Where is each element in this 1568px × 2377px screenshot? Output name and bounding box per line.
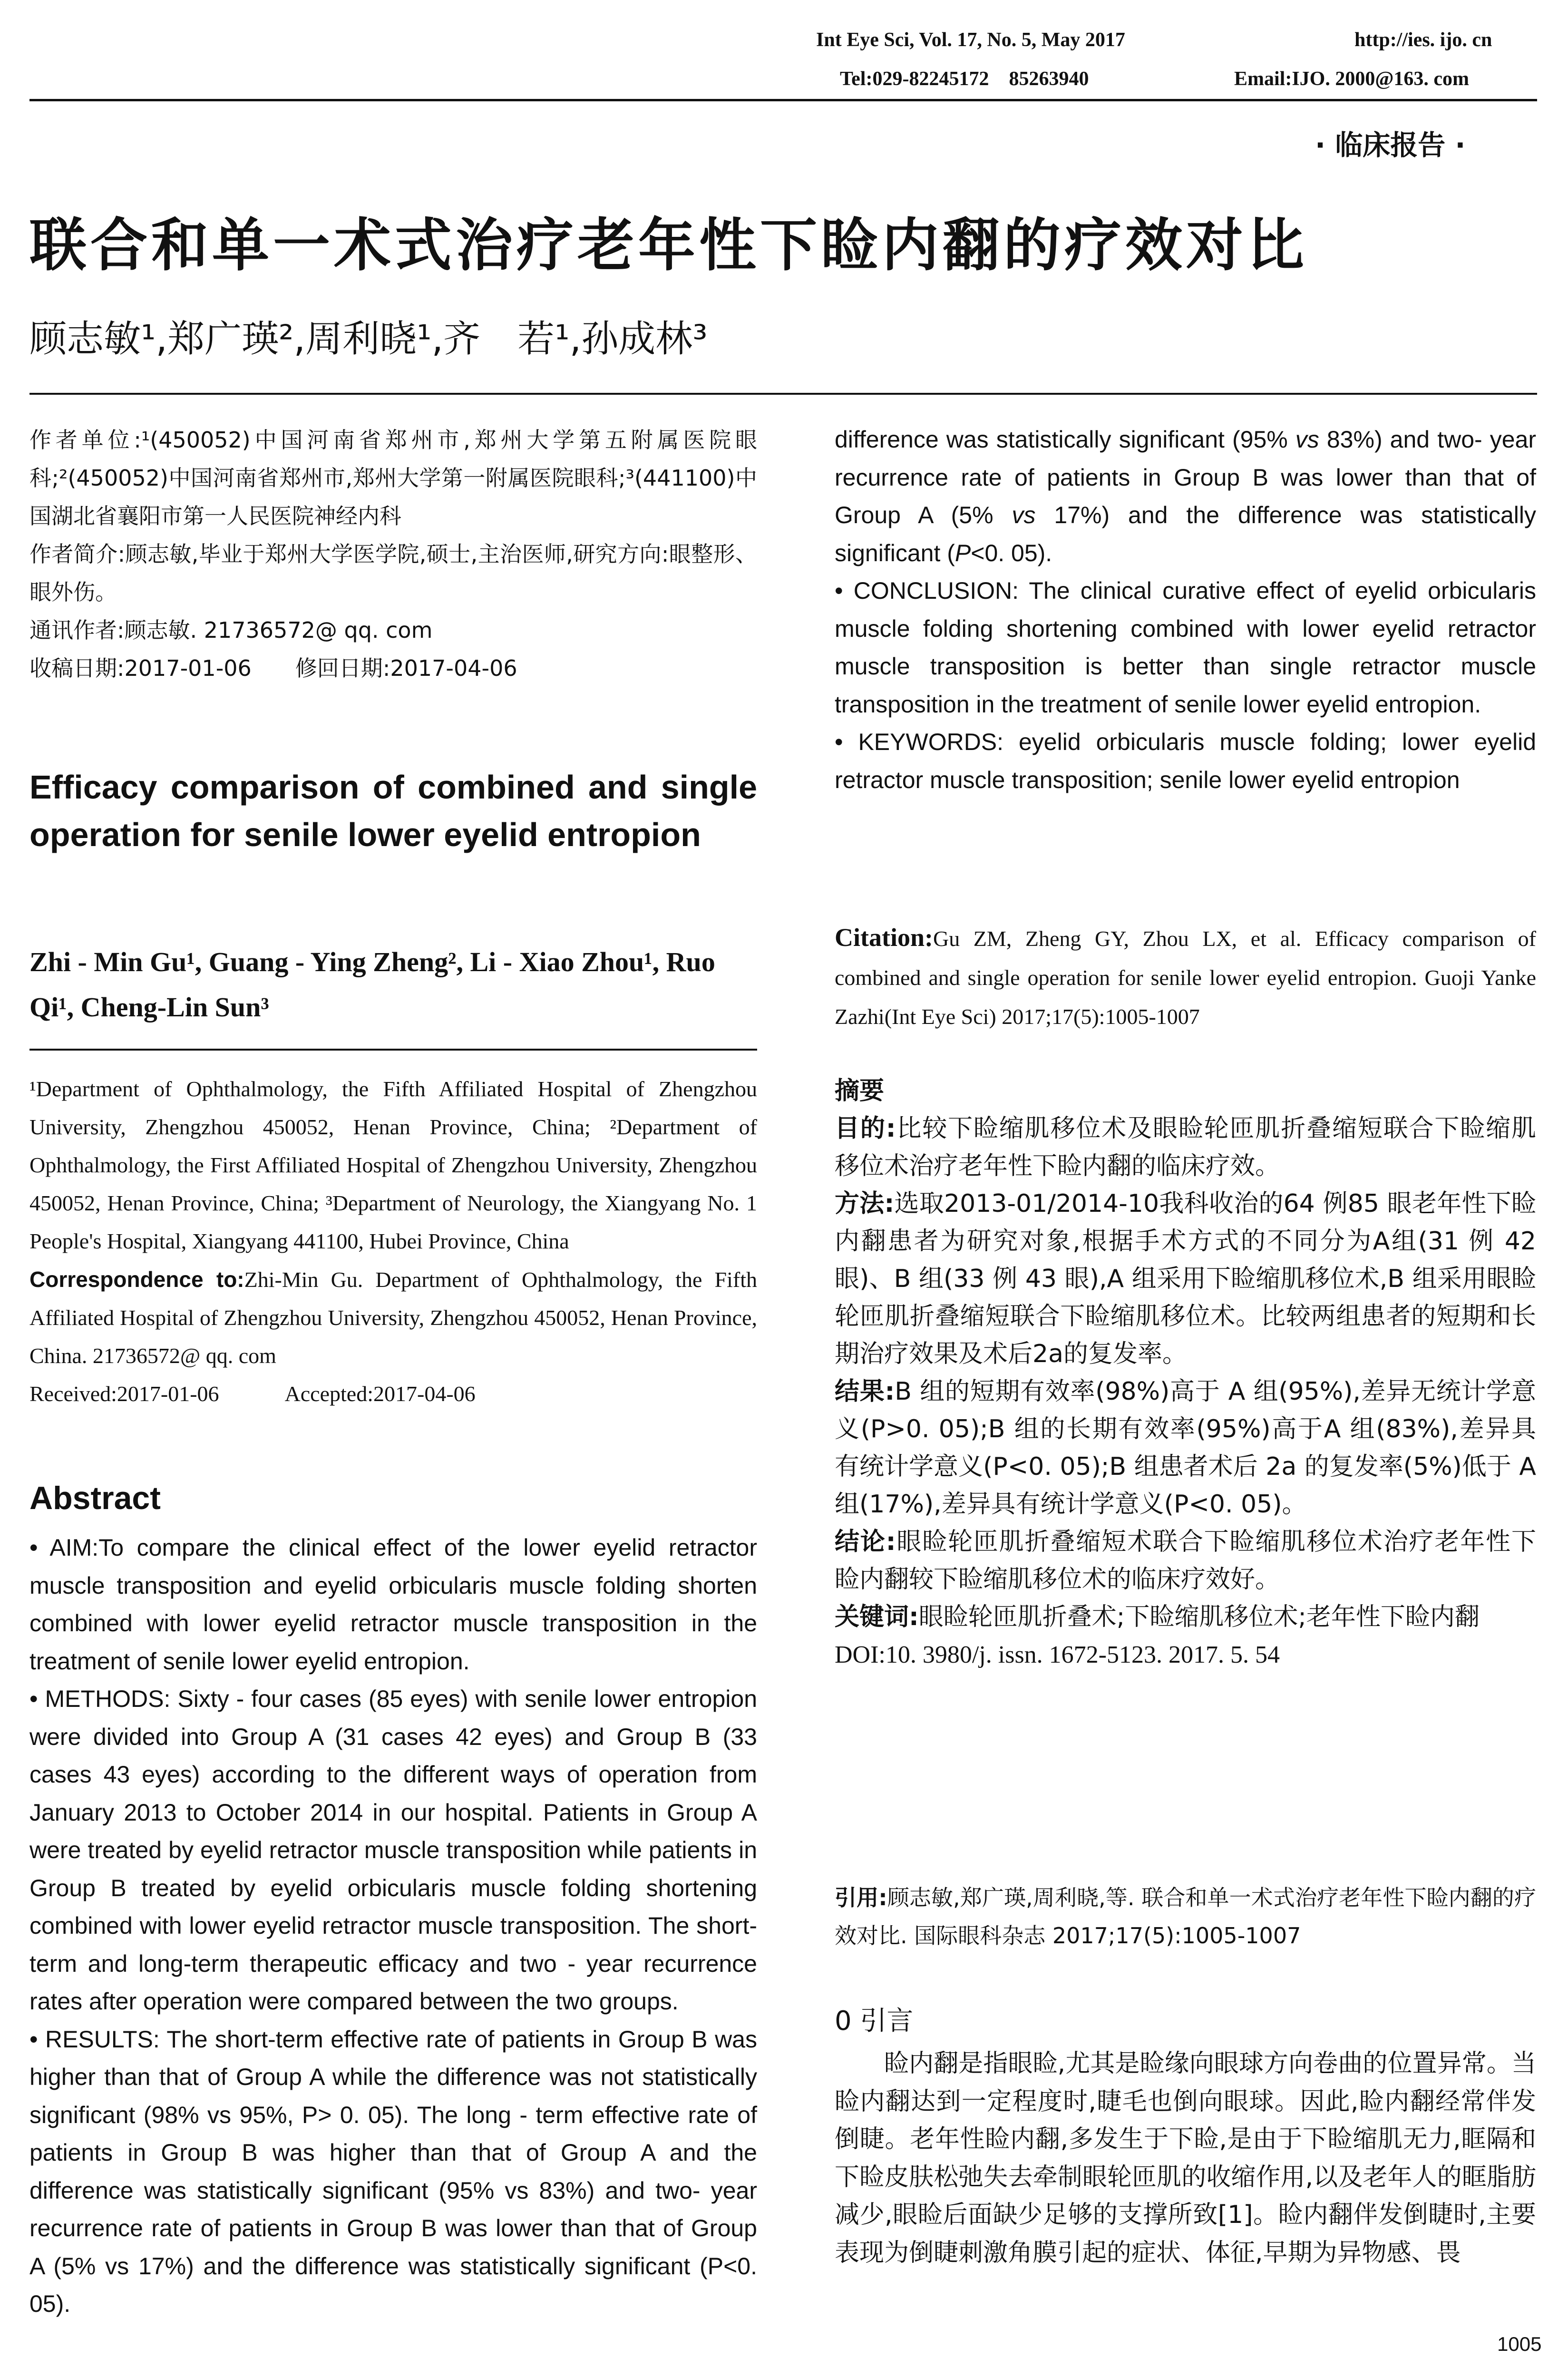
correspondence-label: Correspondence to: xyxy=(29,1267,244,1292)
citation-text: Gu ZM, Zheng GY, Zhou LX, et al. Efficacy comparison of combined and single operation for senile lower eyelid entropion. Guoji Yanke Zazhi(Int Eye Sci) 2017;17(5):1005-1007 xyxy=(835,926,1536,1029)
intro-text: 睑内翻是指眼睑,尤其是睑缘向眼球方向卷曲的位置异常。当睑内翻达到一定程度时,睫毛也倒向眼球。因此,睑内翻经常伴发倒睫。老年性睑内翻,多发生于下睑,是由于下睑缩肌无力,眶隔和下睑皮肤松弛失去牵制眼轮匝肌的收缩作用,以及老年人的眶脂肪减少,眼睑后面缺少足够的支撑所致[1]。睑内翻伴发倒睫时,主要表现为倒睫刺激角膜引起的症状、体征,早期为异物感、畏 xyxy=(835,2049,1536,2267)
results-cn-label: 结果: xyxy=(835,1377,895,1406)
title-rule xyxy=(29,393,1537,395)
author-affiliation-cn: 作者单位:¹(450052)中国河南省郑州市,郑州大学第五附属医院眼科;²(450052)中国河南省郑州市,郑州大学第一附属医院眼科;³(441100)中国湖北省襄阳市第一人民医院神经内科 xyxy=(29,427,757,529)
abstract-conclusion: • CONCLUSION: The clinical curative effect of eyelid orbicularis muscle folding shortening combined with lower eyelid retractor muscle transposition is better than single retractor muscle transposition in the treatment of senile lower eyelid entropion. xyxy=(835,577,1536,718)
journal-email[interactable]: Email:IJO. 2000@163. com xyxy=(1234,68,1470,90)
keywords-cn-text: 眼睑轮匝肌折叠术;下睑缩肌移位术;老年性下睑内翻 xyxy=(918,1603,1480,1631)
authors-en: Zhi - Min Gu¹, Guang - Ying Zheng², Li - Xiao Zhou¹, Ruo Qi¹, Cheng-Lin Sun³ xyxy=(29,946,715,1023)
abstract-en-right xyxy=(835,421,1536,799)
keywords-cn-label: 关键词: xyxy=(835,1603,919,1631)
correspondence xyxy=(29,1260,757,1375)
abstract-results-cont: difference was statistically significant (95% vs 83%) and two- year recurrence rate of patients in Group B was lower than that of Group A (5% vs 17%) and the difference was statistically significant (P<0. 05). xyxy=(835,426,1536,566)
journal-url[interactable]: http://ies. ijo. cn xyxy=(1354,29,1492,51)
citation-cn-label: 引用: xyxy=(835,1885,887,1910)
citation-cn-text: 顾志敏,郑广瑛,周利晓,等. 联合和单一术式治疗老年性下睑内翻的疗效对比. 国际眼科杂志 2017;17(5):1005-1007 xyxy=(835,1885,1536,1948)
author-info-block xyxy=(29,421,757,687)
citation-label: Citation: xyxy=(835,923,933,952)
received-accepted: Received:2017-01-06 Accepted:2017-04-06 xyxy=(29,1382,476,1406)
page-title: 联合和单一术式治疗老年性下睑内翻的疗效对比 xyxy=(29,213,1308,279)
journal-tel: Tel:029-82245172 85263940 xyxy=(840,68,1089,90)
conclusion-cn-label: 结论: xyxy=(835,1528,896,1556)
affiliations-en: ¹Department of Ophthalmology, the Fifth Affiliated Hospital of Zhengzhou University, Zhengzhou 450052, Henan Province, China; ²Department of Ophthalmology, the First Affiliated Hospital of Zhengzhou University, Zhengzhou 450052, Henan Province, China; ³Department of Neurology, the Xiangyang No. 1 People's Hospital, Xiangyang 441100, Hubei Province, China xyxy=(29,1077,757,1253)
doi[interactable]: DOI:10. 3980/j. issn. 1672-5123. 2017. 5. 54 xyxy=(835,1641,1280,1668)
results-cn-text: B 组的短期有效率(98%)高于 A 组(95%),差异无统计学意义(P>0. 05);B 组的长期有效率(95%)高于A 组(83%),差异具有统计学意义(P<0. 05);B 组患者术后 2a 的复发率(5%)低于 A 组(17%),差异具有统计学意义(P<0. 05)。 xyxy=(835,1377,1536,1519)
citation-en xyxy=(835,918,1536,1036)
abstract-aim: • AIM:To compare the clinical effect of the lower eyelid retractor muscle transposition and eyelid orbicularis muscle folding shorten combined with lower eyelid retractor muscle transposition in the treatment of senile lower eyelid entropion. xyxy=(29,1534,757,1675)
corresponding-author-cn: 通讯作者:顾志敏. 21736572@ qq. com xyxy=(29,617,433,643)
aim-cn-text: 比较下睑缩肌移位术及眼睑轮匝肌折叠缩短联合下睑缩肌移位术治疗老年性下睑内翻的临床疗效。 xyxy=(835,1114,1536,1180)
header-rule xyxy=(29,99,1537,101)
abstract-methods: • METHODS: Sixty - four cases (85 eyes) with senile lower entropion were divided into Group A (31 cases 42 eyes) and Group B (33 cases 43 eyes) according to the different ways of operation from January 2013 to October 2014 in our hospital. Patients in Group A were treated by eyelid retractor muscle transposition while patients in Group B treated by eyelid orbicularis muscle folding shortening combined with lower eyelid retractor muscle transposition. The short-term and long-term therapeutic efficacy and two - year recurrence rates after operation were compared between the two groups. xyxy=(29,1685,757,2015)
authors-cn: 顾志敏¹,郑广瑛²,周利晓¹,齐 若¹,孙成林³ xyxy=(29,318,708,360)
correspondence-text: Zhi-Min Gu. Department of Ophthalmology, the Fifth Affiliated Hospital of Zhengzhou University, Zhengzhou 450052, Henan Province, China. 21736572@ qq. com xyxy=(29,1267,758,1368)
affiliations-block xyxy=(29,1070,757,1413)
aim-cn-label: 目的: xyxy=(835,1114,896,1143)
author-bio-cn: 作者简介:顾志敏,毕业于郑州大学医学院,硕士,主治医师,研究方向:眼整形、眼外伤。 xyxy=(29,541,757,605)
citation-cn xyxy=(835,1879,1536,1955)
conclusion-cn-text: 眼睑轮匝肌折叠缩短术联合下睑缩肌移位术治疗老年性下睑内翻较下睑缩肌移位术的临床疗效好。 xyxy=(835,1528,1536,1594)
abstract-cn-heading: 摘要 xyxy=(835,1077,885,1105)
section-tag: · 临床报告 · xyxy=(1315,129,1466,161)
page-number: 1005 xyxy=(1497,2333,1542,2355)
abstract-results: • RESULTS: The short-term effective rate of patients in Group B was higher than that of Group A while the difference was not statistically significant (98% vs 95%, P> 0. 05). The long - term effective rate of patients in Group B was higher than that of Group A and the difference was statistically significant (95% vs 83%) and two- year recurrence rate of patients in Group B was lower than that of Group A (5% vs 17%) and the difference was statistically significant (P<0. 05). xyxy=(29,2026,757,2317)
methods-cn-text: 选取2013-01/2014-10我科收治的64 例85 眼老年性下睑内翻患者为研究对象,根据手术方式的不同分为A组(31 例 42 眼)、B 组(33 例 43 眼),A 组采用下睑缩肌移位术,B 组采用眼睑轮匝肌折叠缩短联合下睑缩肌移位术。比较两组患者的短期和长期治疗效果及术后2a的复发率。 xyxy=(835,1189,1536,1368)
received-dates-cn: 收稿日期:2017-01-06 修回日期:2017-04-06 xyxy=(29,655,517,681)
authors-rule xyxy=(29,1049,757,1051)
abstract-keywords: • KEYWORDS: eyelid orbicularis muscle folding; lower eyelid retractor muscle transposition; senile lower eyelid entropion xyxy=(835,729,1536,793)
abstract-en-left xyxy=(29,1529,757,2317)
abstract-heading: Abstract xyxy=(29,1480,161,1516)
title-en: Efficacy comparison of combined and single operation for senile lower eyelid entropion xyxy=(29,769,757,853)
intro-heading: 0 引言 xyxy=(835,2006,914,2036)
abstract-cn xyxy=(835,1072,1536,1674)
journal-line: Int Eye Sci, Vol. 17, No. 5, May 2017 xyxy=(816,29,1125,51)
methods-cn-label: 方法: xyxy=(835,1189,895,1218)
